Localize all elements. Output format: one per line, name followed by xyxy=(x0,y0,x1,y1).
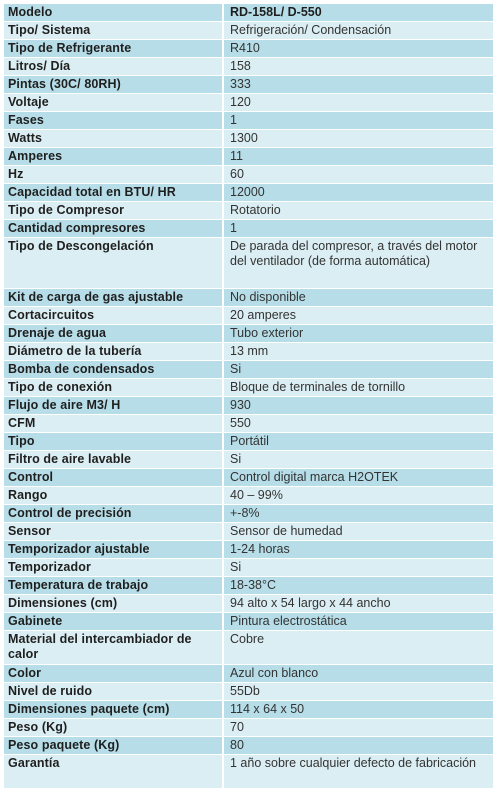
spec-value: 60 xyxy=(223,166,493,184)
spec-row-cantidad-compresores xyxy=(4,220,493,238)
spec-label: Control xyxy=(4,469,223,487)
spec-row-tipo xyxy=(4,433,493,451)
spec-label: Tipo de conexión xyxy=(4,379,223,397)
spec-row-temperatura xyxy=(4,577,493,595)
spec-label: Dimensiones (cm) xyxy=(4,595,223,613)
spec-label: Voltaje xyxy=(4,94,223,112)
spec-label: Peso paquete (Kg) xyxy=(4,737,223,755)
spec-value: 80 xyxy=(223,737,493,755)
spec-label: Watts xyxy=(4,130,223,148)
spec-label: Tipo de Compresor xyxy=(4,202,223,220)
spec-label: Sensor xyxy=(4,523,223,541)
spec-value: 18-38°C xyxy=(223,577,493,595)
spec-row-kit-gas xyxy=(4,289,493,307)
spec-label: Pintas (30C/ 80RH) xyxy=(4,76,223,94)
spec-row-amperes xyxy=(4,148,493,166)
spec-value: Tubo exterior xyxy=(223,325,493,343)
spec-row-peso xyxy=(4,719,493,737)
spec-value: Pintura electrostática xyxy=(223,613,493,631)
spec-row-watts xyxy=(4,130,493,148)
spec-value: +-8% xyxy=(223,505,493,523)
spec-value: Portátil xyxy=(223,433,493,451)
spec-label: Tipo de Refrigerante xyxy=(4,40,223,58)
spec-value: Control digital marca H2OTEK xyxy=(223,469,493,487)
spec-row-peso-paquete xyxy=(4,737,493,755)
spec-label: Amperes xyxy=(4,148,223,166)
spec-value: 114 x 64 x 50 xyxy=(223,701,493,719)
spec-value: 550 xyxy=(223,415,493,433)
spec-row-cortacircuitos xyxy=(4,307,493,325)
spec-row-modelo xyxy=(4,4,493,22)
spec-value: 1 xyxy=(223,112,493,130)
spec-value: 40 – 99% xyxy=(223,487,493,505)
spec-value: 1 xyxy=(223,220,493,238)
spec-label: Control de precisión xyxy=(4,505,223,523)
spec-row-conexion xyxy=(4,379,493,397)
spec-label: Color xyxy=(4,665,223,683)
spec-value: 13 mm xyxy=(223,343,493,361)
spec-value: 20 amperes xyxy=(223,307,493,325)
spec-label: Peso (Kg) xyxy=(4,719,223,737)
spec-label: Nivel de ruido xyxy=(4,683,223,701)
spec-label: Gabinete xyxy=(4,613,223,631)
spec-label: Hz xyxy=(4,166,223,184)
spec-label: Kit de carga de gas ajustable xyxy=(4,289,223,307)
spec-value: RD-158L/ D-550 xyxy=(223,4,493,22)
spec-row-fases xyxy=(4,112,493,130)
spec-value: 120 xyxy=(223,94,493,112)
spec-label: Flujo de aire M3/ H xyxy=(4,397,223,415)
spec-label: Dimensiones paquete (cm) xyxy=(4,701,223,719)
spec-row-temporizador xyxy=(4,559,493,577)
spec-value: Rotatorio xyxy=(223,202,493,220)
spec-value: 333 xyxy=(223,76,493,94)
spec-label: Temporizador xyxy=(4,559,223,577)
spec-table xyxy=(4,4,493,789)
spec-row-sensor xyxy=(4,523,493,541)
spec-row-dimensiones-paquete xyxy=(4,701,493,719)
spec-value: Refrigeración/ Condensación xyxy=(223,22,493,40)
spec-row-tipo-sistema xyxy=(4,22,493,40)
spec-row-rango xyxy=(4,487,493,505)
spec-value: 1-24 horas xyxy=(223,541,493,559)
spec-row-gabinete xyxy=(4,613,493,631)
spec-label: Cortacircuitos xyxy=(4,307,223,325)
spec-value: 11 xyxy=(223,148,493,166)
spec-value: Azul con blanco xyxy=(223,665,493,683)
spec-value: 158 xyxy=(223,58,493,76)
spec-label: Cantidad compresores xyxy=(4,220,223,238)
spec-value: Si xyxy=(223,559,493,577)
spec-label: Modelo xyxy=(4,4,223,22)
spec-label: Temporizador ajustable xyxy=(4,541,223,559)
spec-value: 94 alto x 54 largo x 44 ancho xyxy=(223,595,493,613)
spec-row-cfm xyxy=(4,415,493,433)
spec-label: Garantía xyxy=(4,755,223,789)
spec-value: Si xyxy=(223,361,493,379)
spec-value: R410 xyxy=(223,40,493,58)
spec-row-litros xyxy=(4,58,493,76)
spec-label: Tipo xyxy=(4,433,223,451)
spec-label: CFM xyxy=(4,415,223,433)
spec-value: Sensor de humedad xyxy=(223,523,493,541)
spec-row-compresor xyxy=(4,202,493,220)
spec-label: Capacidad total en BTU/ HR xyxy=(4,184,223,202)
spec-row-btu xyxy=(4,184,493,202)
spec-row-dimensiones xyxy=(4,595,493,613)
spec-row-color xyxy=(4,665,493,683)
spec-value: 1300 xyxy=(223,130,493,148)
spec-row-ruido xyxy=(4,683,493,701)
spec-value: 1 año sobre cualquier defecto de fabricación xyxy=(223,755,493,789)
spec-label: Bomba de condensados xyxy=(4,361,223,379)
spec-value: De parada del compresor, a través del motor del ventilador (de forma automática) xyxy=(223,238,493,289)
spec-label: Tipo de Descongelación xyxy=(4,238,223,289)
spec-value: 55Db xyxy=(223,683,493,701)
spec-row-pintas xyxy=(4,76,493,94)
spec-value: 12000 xyxy=(223,184,493,202)
spec-row-bomba xyxy=(4,361,493,379)
spec-value: 70 xyxy=(223,719,493,737)
spec-value: 930 xyxy=(223,397,493,415)
spec-label: Material del intercambiador de calor xyxy=(4,631,223,665)
spec-value: Si xyxy=(223,451,493,469)
spec-row-garantia xyxy=(4,755,493,789)
spec-value: No disponible xyxy=(223,289,493,307)
spec-value: Bloque de terminales de tornillo xyxy=(223,379,493,397)
spec-row-refrigerante xyxy=(4,40,493,58)
spec-value: Cobre xyxy=(223,631,493,665)
spec-label: Fases xyxy=(4,112,223,130)
spec-row-filtro xyxy=(4,451,493,469)
spec-row-flujo-aire xyxy=(4,397,493,415)
spec-label: Tipo/ Sistema xyxy=(4,22,223,40)
spec-row-temporizador-ajustable xyxy=(4,541,493,559)
spec-label: Diámetro de la tubería xyxy=(4,343,223,361)
spec-row-material xyxy=(4,631,493,665)
spec-label: Drenaje de agua xyxy=(4,325,223,343)
spec-row-hz xyxy=(4,166,493,184)
spec-row-control xyxy=(4,469,493,487)
spec-label: Temperatura de trabajo xyxy=(4,577,223,595)
spec-row-voltaje xyxy=(4,94,493,112)
spec-row-precision xyxy=(4,505,493,523)
spec-row-drenaje xyxy=(4,325,493,343)
spec-label: Filtro de aire lavable xyxy=(4,451,223,469)
spec-label: Rango xyxy=(4,487,223,505)
spec-label: Litros/ Día xyxy=(4,58,223,76)
spec-row-descongelacion xyxy=(4,238,493,289)
spec-row-diametro xyxy=(4,343,493,361)
